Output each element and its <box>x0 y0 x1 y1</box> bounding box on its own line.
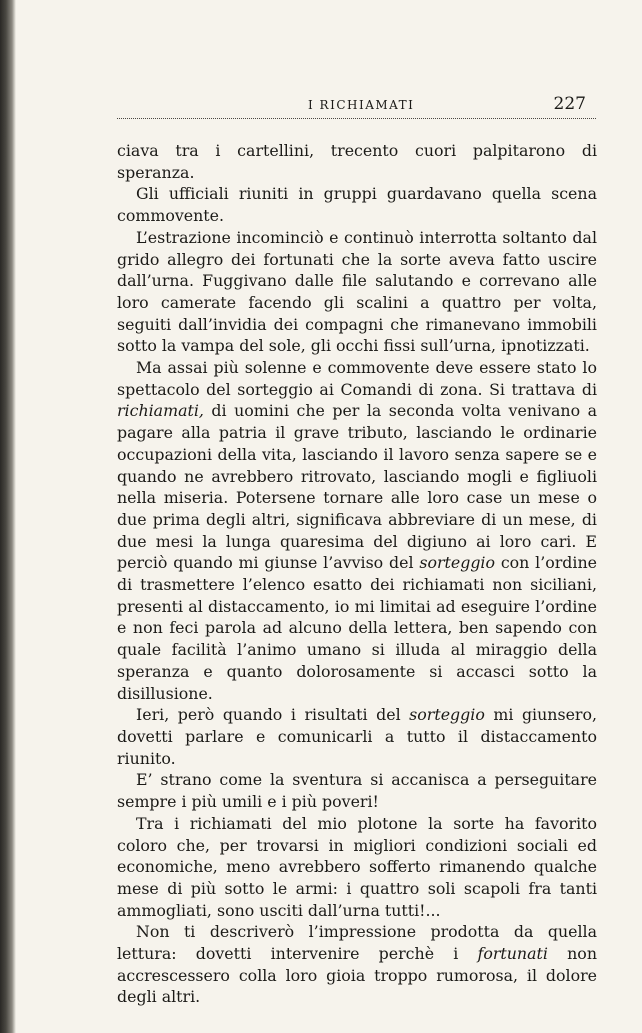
running-head-title: I RICHIAMATI <box>308 98 415 112</box>
paragraph <box>117 183 597 226</box>
text-run: Gli ufficiali riuniti in gruppi guardavano quella scena commovente. <box>117 184 597 226</box>
italic-term: sorteggio <box>419 553 495 573</box>
body-text <box>117 140 597 1008</box>
text-run: con l’ordine di trasmettere l’elenco esatto dei richiamati non siciliani, presenti al distaccamento, io mi limitai ad eseguire l’ordine e non feci parola ad alcuno della lettera, ben sapendo con quale facilità l’animo umano si illuda al miraggio della speranza e quanto dolorosamente si accasci sotto la disillusione. <box>117 553 597 703</box>
paragraph <box>117 769 597 812</box>
text-run: non accrescessero colla loro gioia troppo rumorosa, il dolore degli altri. <box>117 944 597 1007</box>
running-head <box>117 92 596 119</box>
paragraph <box>117 140 597 183</box>
text-run: di uomini che per la seconda volta venivano a pagare alla patria il grave tributo, lasciando le ordinarie occupazioni della vita, lasciando il lavoro senza sapere se e quando ne avrebbero ritrovato, lasciando mogli e figliuoli nella miseria. Potersene tornare alle loro case un mese o due prima degli altri, significava abbreviare di un mese, di due mesi la lunga quaresima del digiuno ai loro cari. E perciò quando mi giunse l’avviso del <box>117 401 597 573</box>
page-number: 227 <box>553 94 586 114</box>
text-run: Ma assai più solenne e commovente deve essere stato lo spettacolo del sorteggio ai Comandi di zona. Si trattava di <box>117 358 597 399</box>
paragraph <box>117 357 597 704</box>
text-run: mi giunsero, dovetti parlare e comunicarli a tutto il distaccamento riunito. <box>117 705 597 768</box>
text-run: ciava tra i cartellini, trecento cuori palpitarono di speranza. <box>117 141 597 182</box>
text-run: Ieri, però quando i risultati del <box>136 705 410 725</box>
paragraph <box>117 813 597 922</box>
text-run: E’ strano come la sventura si accanisca a perseguitare sempre i più umili e i più poveri! <box>117 770 597 812</box>
paragraph <box>117 227 597 357</box>
text-run: Non ti descriverò l’impressione prodotta da quella lettura: dovetti intervenire perchè i <box>117 922 597 964</box>
text-run: Tra i richiamati del mio plotone la sorte ha favorito coloro che, per trovarsi in migliori condizioni sociali ed economiche, meno avrebbero sofferto rimanendo qualche mese di più sotto le armi: i quattro soli scapoli fra tanti ammogliati, sono usciti dall’urna tutti!... <box>117 813 597 920</box>
paragraph <box>117 704 597 769</box>
paragraph <box>117 921 597 1008</box>
italic-term: richiamati, <box>117 401 204 421</box>
text-run: L’estrazione incominciò e continuò interrotta soltanto dal grido allegro dei fortunati che la sorte aveva fatto uscire dall’urna. Fuggivano dalle file salutando e correvano alle loro camerate facendo gli scalini a quattro per volta, seguiti dall’invidia dei compagni che rimanevano immobili sotto la vampa del sole, gli occhi fissi sull’urna, ipnotizzati. <box>117 227 597 356</box>
italic-term: fortunati <box>477 944 548 964</box>
italic-term: sorteggio <box>409 705 485 725</box>
